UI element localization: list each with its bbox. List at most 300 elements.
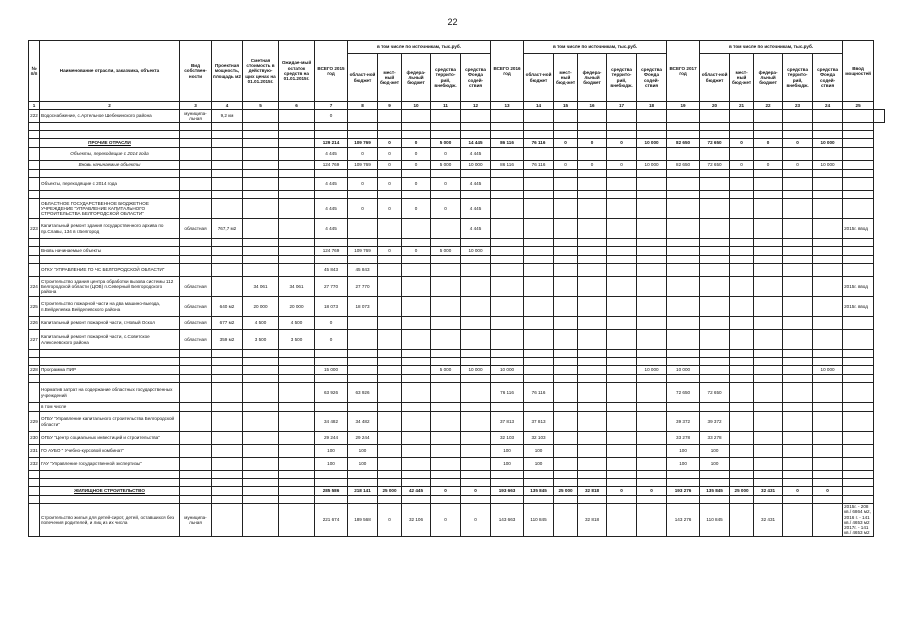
row-number <box>29 161 40 170</box>
amount-cell <box>524 297 554 317</box>
amount-cell: 82 650 <box>667 161 700 170</box>
empty-cell <box>29 358 40 366</box>
amount-cell: 63 926 <box>348 383 378 403</box>
amount-cell <box>637 199 667 219</box>
budget-table <box>28 40 885 537</box>
amount-cell: 72 650 <box>667 383 700 403</box>
column-number: 2 <box>40 102 180 110</box>
amount-cell: 0 <box>730 139 754 148</box>
capacity-input-note <box>843 403 874 412</box>
table-row <box>29 504 885 537</box>
empty-cell <box>637 170 667 178</box>
empty-cell <box>180 496 212 504</box>
amount-cell <box>754 297 783 317</box>
empty-cell <box>843 256 874 264</box>
empty-cell <box>578 471 607 479</box>
estimate-value <box>243 458 279 471</box>
empty-cell <box>783 256 813 264</box>
expected-balance-value <box>279 247 315 256</box>
amount-cell <box>431 277 461 297</box>
empty-cell <box>29 170 40 178</box>
amount-cell: 285 586 <box>315 487 348 496</box>
amount-cell: 135 845 <box>524 487 554 496</box>
amount-cell: 0 <box>431 178 461 191</box>
amount-cell: 32 818 <box>578 504 607 537</box>
sub-federal: федера-льный бюджет <box>754 54 783 102</box>
amount-cell: 4 445 <box>315 178 348 191</box>
empty-cell <box>700 239 730 247</box>
amount-cell <box>402 366 431 375</box>
empty-cell <box>524 471 554 479</box>
amount-cell: 4 445 <box>461 199 491 219</box>
amount-cell <box>607 219 637 239</box>
amount-cell: 0 <box>315 330 348 350</box>
amount-cell: 0 <box>783 487 813 496</box>
amount-cell <box>813 247 843 256</box>
amount-cell: 10 000 <box>637 366 667 375</box>
empty-cell <box>40 479 180 487</box>
capacity-value <box>212 487 243 496</box>
amount-cell <box>402 445 431 458</box>
ownership-type <box>180 458 212 471</box>
empty-cell <box>754 358 783 366</box>
amount-cell <box>754 264 783 277</box>
empty-cell <box>243 131 279 139</box>
column-numbers-row <box>29 102 885 110</box>
ownership-type <box>180 366 212 375</box>
capacity-value: 677 м2 <box>212 317 243 330</box>
amount-cell <box>700 403 730 412</box>
amount-cell <box>315 403 348 412</box>
amount-cell: 0 <box>554 139 578 148</box>
empty-cell <box>348 123 378 131</box>
empty-cell <box>348 471 378 479</box>
amount-cell <box>813 458 843 471</box>
empty-cell <box>180 123 212 131</box>
amount-cell <box>813 432 843 445</box>
empty-cell <box>783 496 813 504</box>
amount-cell <box>754 432 783 445</box>
empty-cell <box>402 191 431 199</box>
amount-cell: 0 <box>402 199 431 219</box>
empty-cell <box>667 131 700 139</box>
capacity-input-note <box>843 264 874 277</box>
amount-cell: 25 000 <box>554 487 578 496</box>
amount-cell <box>378 317 402 330</box>
amount-cell <box>783 264 813 277</box>
empty-cell <box>524 496 554 504</box>
empty-cell <box>783 123 813 131</box>
empty-cell <box>378 239 402 247</box>
empty-cell <box>378 375 402 383</box>
amount-cell: 32 431 <box>754 504 783 537</box>
amount-cell: 0 <box>431 487 461 496</box>
empty-cell <box>754 350 783 358</box>
amount-cell: 4 445 <box>461 148 491 161</box>
amount-cell: 0 <box>554 161 578 170</box>
row-number: 225 <box>29 297 40 317</box>
empty-cell <box>700 375 730 383</box>
header-no: № п/п <box>29 41 40 102</box>
amount-cell: 0 <box>813 487 843 496</box>
empty-cell <box>243 479 279 487</box>
amount-cell <box>754 219 783 239</box>
object-name: ОГБУ "Центр социальных инвестиций и строительства" <box>40 432 180 445</box>
empty-cell <box>315 256 348 264</box>
row-number <box>29 264 40 277</box>
amount-cell <box>491 178 524 191</box>
amount-cell <box>783 317 813 330</box>
empty-cell <box>461 256 491 264</box>
empty-cell <box>783 479 813 487</box>
amount-cell <box>554 110 578 123</box>
empty-cell <box>730 479 754 487</box>
empty-cell <box>431 471 461 479</box>
amount-cell: 4 445 <box>315 148 348 161</box>
empty-cell <box>348 479 378 487</box>
empty-cell <box>315 471 348 479</box>
ownership-type <box>180 148 212 161</box>
amount-cell <box>637 148 667 161</box>
row-number: 226 <box>29 317 40 330</box>
amount-cell <box>730 504 754 537</box>
empty-cell <box>730 131 754 139</box>
empty-cell <box>843 496 874 504</box>
empty-cell <box>607 375 637 383</box>
amount-cell <box>667 178 700 191</box>
object-name: Программа ПИР <box>40 366 180 375</box>
empty-cell <box>315 123 348 131</box>
capacity-value <box>212 504 243 537</box>
amount-cell: 110 845 <box>524 504 554 537</box>
empty-cell <box>348 358 378 366</box>
estimate-value <box>243 366 279 375</box>
empty-cell <box>667 239 700 247</box>
amount-cell <box>578 264 607 277</box>
sub-fund: средства Фонда содей-ствия <box>813 54 843 102</box>
empty-cell <box>491 256 524 264</box>
amount-cell: 0 <box>378 139 402 148</box>
amount-cell <box>783 297 813 317</box>
amount-cell: 0 <box>378 178 402 191</box>
row-number <box>29 139 40 148</box>
amount-cell <box>524 277 554 297</box>
empty-cell <box>243 191 279 199</box>
empty-cell <box>180 375 212 383</box>
amount-cell: 143 663 <box>491 504 524 537</box>
amount-cell: 109 769 <box>348 161 378 170</box>
capacity-input-note <box>843 458 874 471</box>
empty-cell <box>667 471 700 479</box>
expected-balance-value: 20 000 <box>279 297 315 317</box>
amount-cell <box>813 297 843 317</box>
amount-cell <box>578 110 607 123</box>
empty-cell <box>754 496 783 504</box>
estimate-value <box>243 199 279 219</box>
empty-cell <box>315 358 348 366</box>
sub-regional: област-ной бюджет <box>348 54 378 102</box>
empty-cell <box>843 123 874 131</box>
amount-cell <box>578 178 607 191</box>
amount-cell: 0 <box>378 504 402 537</box>
empty-cell <box>431 256 461 264</box>
capacity-value <box>212 432 243 445</box>
empty-cell <box>431 239 461 247</box>
empty-cell <box>607 131 637 139</box>
empty-cell <box>730 123 754 131</box>
ownership-type: областная <box>180 277 212 297</box>
object-name: Строительство жилья для детей-сирот, детей, оставшихся без попечения родителей, и лиц из их числа <box>40 504 180 537</box>
amount-cell: 10 000 <box>813 366 843 375</box>
amount-cell: 32 103 <box>524 432 554 445</box>
amount-cell <box>491 330 524 350</box>
amount-cell <box>431 445 461 458</box>
table-row <box>29 479 885 487</box>
amount-cell <box>378 330 402 350</box>
empty-cell <box>40 131 180 139</box>
amount-cell <box>378 445 402 458</box>
empty-cell <box>637 358 667 366</box>
empty-cell <box>783 239 813 247</box>
empty-cell <box>843 170 874 178</box>
amount-cell <box>637 317 667 330</box>
amount-cell <box>700 247 730 256</box>
amount-cell <box>578 366 607 375</box>
amount-cell: 4 445 <box>315 219 348 239</box>
estimate-value: 4 500 <box>243 317 279 330</box>
capacity-value <box>212 383 243 403</box>
amount-cell <box>431 432 461 445</box>
sub-territorial: средства террито-рий, внебюдж. <box>431 54 461 102</box>
amount-cell <box>637 458 667 471</box>
table-row <box>29 358 885 366</box>
amount-cell <box>700 297 730 317</box>
object-name: ГАУ "Управление государственной экспертизы" <box>40 458 180 471</box>
empty-cell <box>607 358 637 366</box>
amount-cell: 0 <box>315 110 348 123</box>
amount-cell <box>431 403 461 412</box>
amount-cell <box>607 445 637 458</box>
empty-cell <box>402 479 431 487</box>
capacity-input-note <box>843 330 874 350</box>
amount-cell <box>730 199 754 219</box>
amount-cell: 39 372 <box>667 412 700 432</box>
amount-cell <box>783 366 813 375</box>
empty-cell <box>524 170 554 178</box>
empty-cell <box>378 479 402 487</box>
amount-cell <box>378 432 402 445</box>
table-row <box>29 496 885 504</box>
amount-cell <box>402 403 431 412</box>
header-capacity-input: Ввод мощностей <box>843 41 874 102</box>
empty-cell <box>402 131 431 139</box>
amount-cell: 135 845 <box>700 487 730 496</box>
amount-cell <box>461 458 491 471</box>
amount-cell: 86 116 <box>491 161 524 170</box>
amount-cell <box>491 403 524 412</box>
empty-cell <box>783 131 813 139</box>
amount-cell <box>554 412 578 432</box>
capacity-input-note <box>843 412 874 432</box>
empty-cell <box>431 350 461 358</box>
capacity-input-note <box>843 383 874 403</box>
amount-cell <box>491 317 524 330</box>
amount-cell: 0 <box>402 247 431 256</box>
empty-cell <box>491 471 524 479</box>
amount-cell <box>461 317 491 330</box>
column-number: 7 <box>315 102 348 110</box>
object-name: Строительство пожарной части на два машино-выезда, п.Вейделевка Вейделевского района <box>40 297 180 317</box>
amount-cell <box>578 247 607 256</box>
amount-cell: 37 813 <box>491 412 524 432</box>
sub-territorial: средства террито-рий, внебюдж. <box>607 54 637 102</box>
object-name: Капитальный ремонт пожарной части, с.Советское Алексеевского района <box>40 330 180 350</box>
empty-cell <box>554 358 578 366</box>
empty-cell <box>730 256 754 264</box>
expected-balance-value <box>279 487 315 496</box>
object-name: Объекты, переходящие с 2014 года <box>40 148 180 161</box>
capacity-value <box>212 277 243 297</box>
table-row <box>29 256 885 264</box>
empty-cell <box>40 256 180 264</box>
table-row <box>29 375 885 383</box>
amount-cell <box>700 199 730 219</box>
empty-cell <box>578 358 607 366</box>
amount-cell: 82 650 <box>667 139 700 148</box>
amount-cell <box>637 264 667 277</box>
empty-cell <box>843 350 874 358</box>
column-number: 15 <box>554 102 578 110</box>
amount-cell <box>554 504 578 537</box>
empty-cell <box>461 350 491 358</box>
empty-cell <box>491 170 524 178</box>
empty-cell <box>402 496 431 504</box>
amount-cell <box>607 366 637 375</box>
amount-cell: 4 445 <box>461 178 491 191</box>
empty-cell <box>491 239 524 247</box>
amount-cell <box>783 330 813 350</box>
empty-cell <box>279 170 315 178</box>
capacity-value: 359 м2 <box>212 330 243 350</box>
amount-cell <box>754 403 783 412</box>
empty-cell <box>637 239 667 247</box>
empty-cell <box>783 358 813 366</box>
empty-cell <box>813 471 843 479</box>
table-row <box>29 178 885 191</box>
column-number: 10 <box>402 102 431 110</box>
amount-cell <box>700 330 730 350</box>
header-total-2017: ВСЕГО 2017 год <box>667 41 700 102</box>
amount-cell <box>813 317 843 330</box>
amount-cell <box>637 178 667 191</box>
empty-cell <box>843 239 874 247</box>
ownership-type: муниципа-льная <box>180 110 212 123</box>
row-number <box>29 199 40 219</box>
capacity-value <box>212 139 243 148</box>
capacity-value <box>212 366 243 375</box>
empty-cell <box>180 191 212 199</box>
empty-cell <box>783 471 813 479</box>
amount-cell <box>637 110 667 123</box>
empty-cell <box>637 191 667 199</box>
empty-cell <box>667 123 700 131</box>
amount-cell <box>524 366 554 375</box>
empty-cell <box>431 479 461 487</box>
empty-cell <box>29 471 40 479</box>
empty-cell <box>279 350 315 358</box>
capacity-input-note <box>843 139 874 148</box>
amount-cell <box>730 330 754 350</box>
empty-cell <box>637 375 667 383</box>
estimate-value <box>243 445 279 458</box>
amount-cell <box>700 264 730 277</box>
empty-cell <box>243 239 279 247</box>
amount-cell <box>378 458 402 471</box>
column-number: 11 <box>431 102 461 110</box>
empty-cell <box>667 358 700 366</box>
amount-cell: 45 843 <box>315 264 348 277</box>
empty-cell <box>212 358 243 366</box>
empty-cell <box>637 123 667 131</box>
estimate-value <box>243 247 279 256</box>
amount-cell <box>813 199 843 219</box>
amount-cell <box>730 247 754 256</box>
amount-cell <box>578 277 607 297</box>
row-number <box>29 504 40 537</box>
empty-cell <box>315 479 348 487</box>
empty-cell <box>491 191 524 199</box>
amount-cell <box>607 178 637 191</box>
amount-cell <box>730 178 754 191</box>
capacity-input-note: 2015г. - 208 кв./ 6864 м2, 2016 г. - 141 кв./ 4653 м2 2017г. - 141 кв./ 4653 м2 <box>843 504 874 537</box>
empty-cell <box>212 471 243 479</box>
amount-cell <box>402 412 431 432</box>
table-row <box>29 161 885 170</box>
row-number <box>29 487 40 496</box>
amount-cell: 5 000 <box>431 366 461 375</box>
empty-cell <box>813 239 843 247</box>
empty-cell <box>29 256 40 264</box>
amount-cell <box>730 412 754 432</box>
amount-cell: 10 000 <box>461 161 491 170</box>
table-row <box>29 330 885 350</box>
empty-cell <box>402 350 431 358</box>
capacity-value <box>212 403 243 412</box>
empty-cell <box>29 375 40 383</box>
amount-cell: 39 372 <box>700 412 730 432</box>
amount-cell <box>402 110 431 123</box>
empty-cell <box>491 358 524 366</box>
amount-cell <box>637 403 667 412</box>
empty-cell <box>813 358 843 366</box>
expected-balance-value <box>279 445 315 458</box>
empty-cell <box>29 479 40 487</box>
empty-cell <box>754 123 783 131</box>
capacity-input-note <box>874 110 885 123</box>
sub-regional: област-ной бюджет <box>700 54 730 102</box>
empty-cell <box>524 256 554 264</box>
empty-cell <box>578 496 607 504</box>
amount-cell <box>607 432 637 445</box>
amount-cell <box>754 277 783 297</box>
amount-cell <box>730 366 754 375</box>
empty-cell <box>431 191 461 199</box>
amount-cell: 10 000 <box>813 139 843 148</box>
empty-cell <box>348 191 378 199</box>
row-number <box>29 247 40 256</box>
ownership-type <box>180 161 212 170</box>
empty-cell <box>315 375 348 383</box>
